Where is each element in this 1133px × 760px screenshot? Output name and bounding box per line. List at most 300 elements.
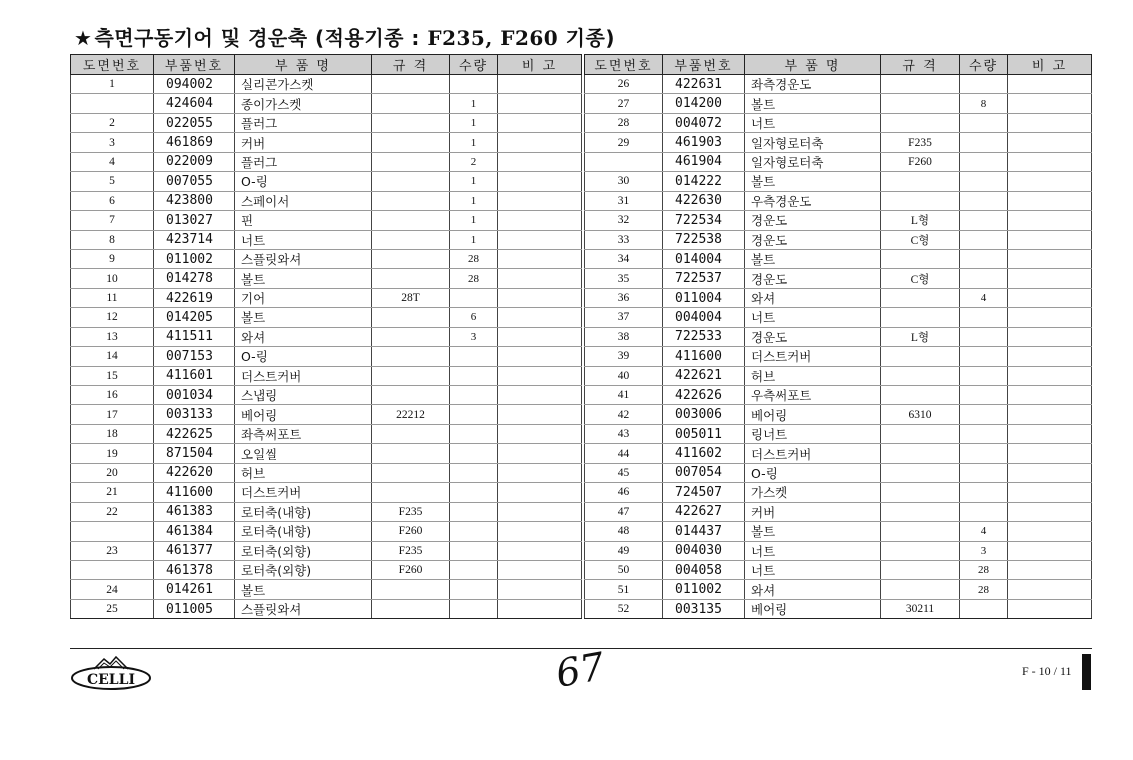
qty-cell [450,522,498,541]
qty-cell [960,269,1008,288]
drawing-no-cell: 42 [585,405,663,424]
part-no-cell: 004030 [663,541,745,560]
note-cell [1008,94,1092,113]
table-row [585,483,1092,502]
part-name-cell: 볼트 [235,580,372,599]
page-title [74,22,615,51]
note-cell [498,522,582,541]
part-no-cell: 411600 [154,483,235,502]
drawing-no-cell: 19 [71,444,154,463]
table-row [71,211,582,230]
note-cell [498,599,582,618]
drawing-no-cell [585,152,663,171]
drawing-no-cell: 33 [585,230,663,249]
note-cell [498,580,582,599]
drawing-no-cell: 41 [585,386,663,405]
note-cell [498,424,582,443]
qty-cell [960,308,1008,327]
part-name-cell: 볼트 [235,269,372,288]
part-no-cell: 461383 [154,502,235,521]
drawing-no-cell: 5 [71,172,154,191]
spec-cell [372,75,450,94]
spec-cell [372,347,450,366]
spec-cell [372,580,450,599]
spec-cell [372,152,450,171]
drawing-no-cell: 4 [71,152,154,171]
table-row [71,94,582,113]
spec-cell [881,308,960,327]
qty-cell [450,424,498,443]
spec-cell: 22212 [372,405,450,424]
drawing-no-cell: 36 [585,288,663,307]
star-icon: ★ [74,26,93,50]
spec-cell: L형 [881,211,960,230]
qty-cell [960,191,1008,210]
header-part-name: 부 품 명 [235,55,372,75]
table-row [585,94,1092,113]
part-name-cell: 스플릿와셔 [235,249,372,268]
drawing-no-cell [71,94,154,113]
qty-cell [960,347,1008,366]
part-name-cell: 스페이서 [235,191,372,210]
header-part-no: 부품번호 [154,55,235,75]
qty-cell [960,133,1008,152]
table-row [585,502,1092,521]
spec-cell [372,444,450,463]
note-cell [1008,366,1092,385]
note-cell [1008,249,1092,268]
note-cell [498,327,582,346]
handwritten-page-number: 67 [552,644,608,696]
left-parts-table [70,54,582,619]
table-row [71,133,582,152]
drawing-no-cell: 10 [71,269,154,288]
drawing-no-cell: 30 [585,172,663,191]
note-cell [498,444,582,463]
table-row [585,269,1092,288]
part-no-cell: 461378 [154,560,235,579]
title-models: F235, F260 [427,26,559,50]
note-cell [1008,133,1092,152]
note-cell [1008,308,1092,327]
table-row [71,483,582,502]
header-spec: 규 격 [881,55,960,75]
part-no-cell: 001034 [154,386,235,405]
spec-cell [881,580,960,599]
drawing-no-cell: 24 [71,580,154,599]
spec-cell [372,483,450,502]
table-row [585,366,1092,385]
qty-cell [960,152,1008,171]
qty-cell [450,386,498,405]
table-row [585,75,1092,94]
note-cell [1008,522,1092,541]
note-cell [498,405,582,424]
table-row [71,172,582,191]
note-cell [498,308,582,327]
note-cell [498,75,582,94]
note-cell [1008,327,1092,346]
part-name-cell: 와셔 [745,580,881,599]
table-row [71,560,582,579]
part-name-cell: 허브 [745,366,881,385]
table-row [71,347,582,366]
note-cell [1008,424,1092,443]
spec-cell [881,463,960,482]
qty-cell [450,347,498,366]
table-row [71,502,582,521]
spec-cell [881,541,960,560]
table-row [585,172,1092,191]
part-name-cell: 좌측경운도 [745,75,881,94]
table-row [71,327,582,346]
title-main: 측면구동기어 및 경운축 [94,26,308,50]
qty-cell: 28 [450,249,498,268]
table-row [585,191,1092,210]
drawing-no-cell: 34 [585,249,663,268]
spec-cell: 28T [372,288,450,307]
part-name-cell: 우측경운도 [745,191,881,210]
part-name-cell: 와셔 [235,327,372,346]
part-no-cell: 022055 [154,113,235,132]
drawing-no-cell: 38 [585,327,663,346]
note-cell [498,249,582,268]
qty-cell [960,75,1008,94]
note-cell [1008,502,1092,521]
part-no-cell: 007153 [154,347,235,366]
table-row [71,541,582,560]
spec-cell [881,288,960,307]
drawing-no-cell: 35 [585,269,663,288]
part-no-cell: 422625 [154,424,235,443]
note-cell [1008,560,1092,579]
drawing-no-cell [71,522,154,541]
part-name-cell: 링너트 [745,424,881,443]
note-cell [1008,269,1092,288]
table-row [585,541,1092,560]
note-cell [498,386,582,405]
note-cell [1008,483,1092,502]
part-no-cell: 005011 [663,424,745,443]
drawing-no-cell: 51 [585,580,663,599]
part-no-cell: 422621 [663,366,745,385]
part-no-cell: 722537 [663,269,745,288]
drawing-no-cell: 23 [71,541,154,560]
note-cell [1008,172,1092,191]
left-header-row [71,55,582,75]
note-cell [498,483,582,502]
part-no-cell: 014278 [154,269,235,288]
part-no-cell: 461903 [663,133,745,152]
qty-cell [450,580,498,599]
drawing-no-cell: 15 [71,366,154,385]
header-qty: 수량 [450,55,498,75]
part-name-cell: 경운도 [745,327,881,346]
table-row [585,386,1092,405]
spec-cell [372,463,450,482]
part-name-cell: 더스트커버 [235,366,372,385]
part-no-cell: 011002 [663,580,745,599]
qty-cell [450,599,498,618]
drawing-no-cell: 7 [71,211,154,230]
spec-cell [881,444,960,463]
qty-cell [450,444,498,463]
note-cell [498,541,582,560]
header-note: 비 고 [1008,55,1092,75]
part-name-cell: 로터축(외향) [235,560,372,579]
note-cell [1008,75,1092,94]
header-note: 비 고 [498,55,582,75]
page-reference: F - 10 / 11 [1022,664,1072,678]
table-row [585,152,1092,171]
drawing-no-cell: 49 [585,541,663,560]
note-cell [1008,211,1092,230]
qty-cell: 1 [450,133,498,152]
note-cell [1008,288,1092,307]
table-row [585,249,1092,268]
spec-cell: L형 [881,327,960,346]
qty-cell [960,483,1008,502]
spec-cell [372,366,450,385]
drawing-no-cell: 40 [585,366,663,385]
part-name-cell: 베어링 [745,405,881,424]
note-cell [498,94,582,113]
part-name-cell: 볼트 [745,249,881,268]
part-name-cell: 볼트 [745,94,881,113]
table-row [585,113,1092,132]
part-no-cell: 022009 [154,152,235,171]
note-cell [1008,347,1092,366]
drawing-no-cell: 9 [71,249,154,268]
drawing-no-cell: 26 [585,75,663,94]
note-cell [498,133,582,152]
part-name-cell: 스냅링 [235,386,372,405]
qty-cell: 28 [960,560,1008,579]
part-no-cell: 011005 [154,599,235,618]
part-name-cell: 더스트커버 [235,483,372,502]
qty-cell: 1 [450,172,498,191]
spec-cell: 30211 [881,599,960,618]
part-name-cell: 일자형로터축 [745,152,881,171]
qty-cell: 6 [450,308,498,327]
spec-cell [881,347,960,366]
part-name-cell: 너트 [745,560,881,579]
qty-cell: 1 [450,191,498,210]
spec-cell [372,191,450,210]
part-no-cell: 094002 [154,75,235,94]
table-row [585,327,1092,346]
note-cell [1008,191,1092,210]
table-row [585,444,1092,463]
qty-cell [960,113,1008,132]
drawing-no-cell: 47 [585,502,663,521]
drawing-no-cell: 43 [585,424,663,443]
part-name-cell: 종이가스켓 [235,94,372,113]
qty-cell: 8 [960,94,1008,113]
drawing-no-cell [71,560,154,579]
header-part-name: 부 품 명 [745,55,881,75]
spec-cell [372,249,450,268]
logo-text: CELLI [86,672,136,688]
spec-cell [881,75,960,94]
left-table-body [71,75,582,619]
part-no-cell: 411511 [154,327,235,346]
qty-cell [450,541,498,560]
right-parts-table-wrap [584,54,1092,619]
drawing-no-cell: 16 [71,386,154,405]
qty-cell: 2 [450,152,498,171]
spec-cell: F260 [881,152,960,171]
part-name-cell: 너트 [745,541,881,560]
drawing-no-cell: 11 [71,288,154,307]
table-row [71,405,582,424]
table-row [71,308,582,327]
part-no-cell: 411602 [663,444,745,463]
part-name-cell: O-링 [235,172,372,191]
spec-cell [881,113,960,132]
table-row [71,191,582,210]
part-name-cell: 경운도 [745,211,881,230]
note-cell [1008,386,1092,405]
drawing-no-cell: 25 [71,599,154,618]
part-name-cell: 커버 [745,502,881,521]
part-name-cell: 너트 [745,308,881,327]
drawing-no-cell: 21 [71,483,154,502]
table-row [71,249,582,268]
drawing-no-cell: 27 [585,94,663,113]
part-no-cell: 422630 [663,191,745,210]
table-row [71,580,582,599]
drawing-no-cell: 3 [71,133,154,152]
qty-cell [960,230,1008,249]
note-cell [498,366,582,385]
part-name-cell: 경운도 [745,269,881,288]
qty-cell: 1 [450,211,498,230]
table-row [71,269,582,288]
part-name-cell: 경운도 [745,230,881,249]
title-paren-close: 기종) [558,26,615,50]
table-row [585,599,1092,618]
part-no-cell: 411601 [154,366,235,385]
part-name-cell: 로터축(내향) [235,502,372,521]
part-name-cell: 우측써포트 [745,386,881,405]
part-no-cell: 007055 [154,172,235,191]
spec-cell: F235 [372,502,450,521]
right-table-body [585,75,1092,619]
qty-cell: 4 [960,288,1008,307]
part-no-cell: 423714 [154,230,235,249]
drawing-no-cell: 29 [585,133,663,152]
spec-cell [372,424,450,443]
note-cell [498,230,582,249]
part-name-cell: 볼트 [745,522,881,541]
part-name-cell: 가스켓 [745,483,881,502]
header-drawing-no: 도면번호 [71,55,154,75]
part-no-cell: 411600 [663,347,745,366]
part-no-cell: 461904 [663,152,745,171]
qty-cell [450,288,498,307]
spec-cell [372,211,450,230]
part-name-cell: 볼트 [235,308,372,327]
part-no-cell: 014437 [663,522,745,541]
note-cell [1008,599,1092,618]
note-cell [1008,463,1092,482]
part-name-cell: 기어 [235,288,372,307]
drawing-no-cell: 8 [71,230,154,249]
part-no-cell: 461377 [154,541,235,560]
celli-logo [70,654,152,690]
qty-cell [450,75,498,94]
qty-cell [450,483,498,502]
part-name-cell: 플러그 [235,113,372,132]
drawing-no-cell: 44 [585,444,663,463]
part-name-cell: 일자형로터축 [745,133,881,152]
spec-cell [881,191,960,210]
drawing-no-cell: 48 [585,522,663,541]
spec-cell: F235 [372,541,450,560]
right-parts-table [584,54,1092,619]
table-row [585,424,1092,443]
spec-cell [881,94,960,113]
part-name-cell: 더스트커버 [745,347,881,366]
qty-cell: 1 [450,230,498,249]
part-no-cell: 461384 [154,522,235,541]
note-cell [498,172,582,191]
table-row [585,133,1092,152]
drawing-no-cell: 6 [71,191,154,210]
qty-cell [960,386,1008,405]
qty-cell: 3 [450,327,498,346]
note-cell [498,288,582,307]
page-edge-bar [1082,654,1091,690]
qty-cell [960,444,1008,463]
spec-cell [881,483,960,502]
note-cell [1008,405,1092,424]
table-row [71,424,582,443]
qty-cell: 3 [960,541,1008,560]
part-no-cell: 422620 [154,463,235,482]
qty-cell [960,405,1008,424]
spec-cell [372,308,450,327]
spec-cell [881,249,960,268]
qty-cell [960,366,1008,385]
qty-cell [450,366,498,385]
part-no-cell: 722538 [663,230,745,249]
part-no-cell: 724507 [663,483,745,502]
table-row [585,230,1092,249]
part-no-cell: 461869 [154,133,235,152]
part-no-cell: 722533 [663,327,745,346]
part-no-cell: 014205 [154,308,235,327]
note-cell [498,347,582,366]
qty-cell: 1 [450,113,498,132]
part-name-cell: 너트 [235,230,372,249]
drawing-no-cell: 32 [585,211,663,230]
qty-cell [450,405,498,424]
spec-cell: F235 [881,133,960,152]
part-no-cell: 004072 [663,113,745,132]
qty-cell [960,249,1008,268]
part-no-cell: 011004 [663,288,745,307]
part-no-cell: 424604 [154,94,235,113]
part-name-cell: 로터축(외향) [235,541,372,560]
spec-cell [372,172,450,191]
note-cell [498,211,582,230]
table-row [71,522,582,541]
header-qty: 수량 [960,55,1008,75]
drawing-no-cell: 22 [71,502,154,521]
spec-cell [372,94,450,113]
